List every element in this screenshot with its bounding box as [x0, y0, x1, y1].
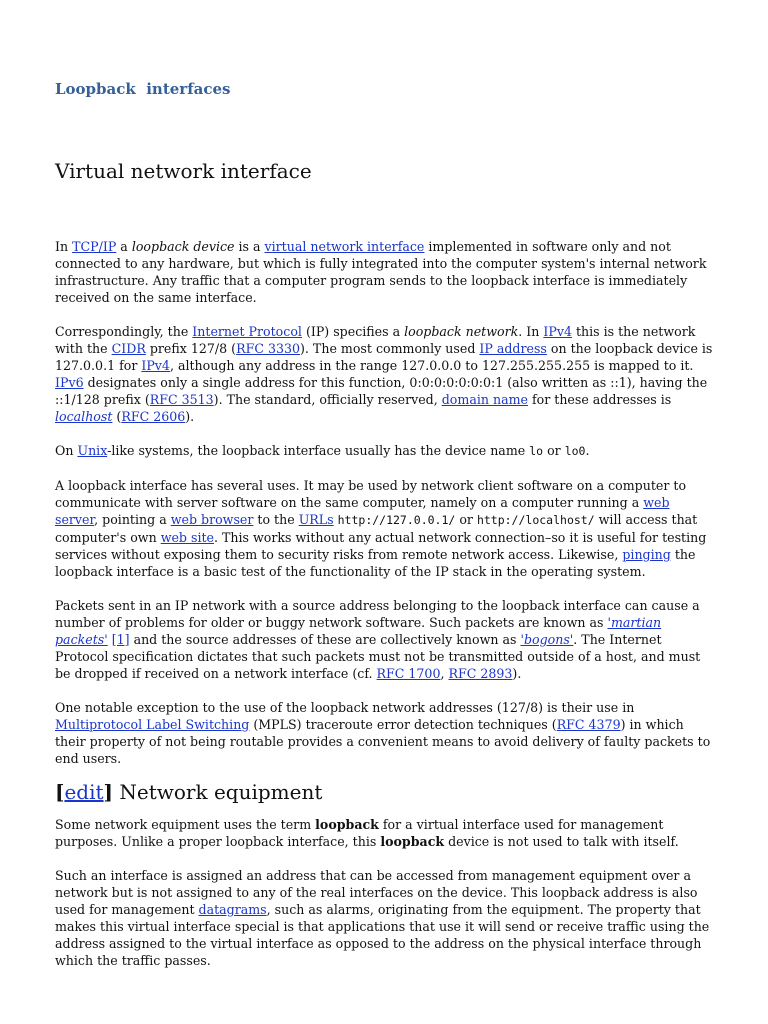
link-urls[interactable]: URLs: [298, 512, 334, 527]
link-ipv4-2[interactable]: IPv4: [141, 358, 170, 373]
link-web-site[interactable]: web site: [160, 530, 215, 545]
paragraph-uses: A loopback interface has several uses. It may be used by network client software on a computer to communicate with server software on the same computer, namely on a computer running a web server, pointing a web browser to the URLs http://127.0.0.1/ or http://localhost/ will access that computer's own web site. This works without any actual network connection–so it is useful for testing services without exposing them to security risks from remote network access. Likewise, pinging the loopback interface is a basic test of the functionality of the IP stack in the operating system.: [55, 478, 707, 579]
paragraph-martian: Packets sent in an IP network with a source address belonging to the loopback interface can cause a number of problems for older or buggy network software. Such packets are known as 'martian packets' [1] and the source addresses of these are collectively known as 'bogons'. The Internet Protocol specification dictates that such packets must not be transmitted outside of a host, and must be dropped if received on a network interface (cf. RFC 1700, RFC 2893).: [55, 598, 701, 681]
link-rfc-4379[interactable]: RFC 4379: [556, 717, 621, 732]
link-datagrams[interactable]: datagrams: [198, 902, 267, 917]
link-rfc-3513[interactable]: RFC 3513: [149, 392, 214, 407]
link-bogons[interactable]: 'bogons': [520, 632, 574, 647]
link-rfc-3330[interactable]: RFC 3330: [236, 341, 301, 356]
link-cidr[interactable]: CIDR: [111, 341, 146, 356]
link-reference-1[interactable]: [1]: [111, 632, 130, 647]
link-ipv6[interactable]: IPv6: [55, 375, 84, 390]
link-mpls[interactable]: Multiprotocol Label Switching: [55, 717, 250, 732]
paragraph-equipment: Some network equipment uses the term loopback for a virtual interface used for management purposes. Unlike a proper loopback interface, this loopback device is not used to talk with itself.: [55, 817, 679, 849]
page-title: Virtual network interface: [55, 159, 312, 183]
link-internet-protocol[interactable]: Internet Protocol: [192, 324, 302, 339]
paragraph-mpls: One notable exception to the use of the loopback network addresses (127/8) is their use in Multiprotocol Label Switching (MPLS) traceroute error detection techniques (RFC 4379) in which their property of not being routable provides a convenient means to avoid delivery of faulty packets to end users.: [55, 700, 711, 766]
link-domain-name[interactable]: domain name: [441, 392, 528, 407]
link-ip-address[interactable]: IP address: [479, 341, 547, 356]
edit-link[interactable]: edit: [64, 780, 104, 804]
link-unix[interactable]: Unix: [77, 443, 108, 458]
paragraph-ip: Correspondingly, the Internet Protocol (IP) specifies a loopback network. In IPv4 this is the network with the CIDR prefix 127/8 (RFC 3330). The most commonly used IP address on the loopback device is 127.0.0.1 for IPv4, although any address in the range 127.0.0.0 to 127.255.255.255 is mapped to it. IPv6 designates only a single address for this function, 0:0:0:0:0:0:0:1 (also written as ::1), having the ::1/128 prefix (RFC 3513). The standard, officially reserved, domain name for these addresses is localhost (RFC 2606).: [55, 324, 713, 424]
link-localhost[interactable]: localhost: [55, 409, 113, 424]
link-rfc-2893[interactable]: RFC 2893: [448, 666, 513, 681]
paragraph-management: Such an interface is assigned an address that can be accessed from management equipment over a network but is not assigned to any of the real interfaces on the device. This loopback address is also used for management datagrams, such as alarms, originating from the equipment. The property that makes this virtual interface special is that applications that use it will send or receive traffic using the address assigned to the virtual interface as opposed to the address on the physical interface through which the traffic passes.: [55, 868, 710, 968]
link-ipv4[interactable]: IPv4: [543, 324, 572, 339]
article-body: [55, 238, 715, 986]
section-network-equipment-heading: [edit] Network equipment: [55, 780, 323, 804]
link-rfc-2606[interactable]: RFC 2606: [121, 409, 186, 424]
paragraph-unix: On Unix-like systems, the loopback interface usually has the device name lo or lo0.: [55, 443, 590, 458]
section-heading: Loopback interfaces: [55, 80, 231, 98]
link-web-server[interactable]: web server: [55, 495, 670, 527]
link-pinging[interactable]: pinging: [622, 547, 671, 562]
link-martian-packets[interactable]: 'martian packets': [55, 615, 662, 647]
link-tcp-ip[interactable]: TCP/IP: [72, 239, 117, 254]
link-virtual-network-interface[interactable]: virtual network interface: [264, 239, 425, 254]
link-rfc-1700[interactable]: RFC 1700: [376, 666, 441, 681]
link-web-browser[interactable]: web browser: [170, 512, 254, 527]
paragraph-intro: In TCP/IP a loopback device is a virtual network interface implemented in software only and not connected to any hardware, but which is fully integrated into the computer system's internal network infrastructure. Any traffic that a computer program sends to the loopback interface is immediately received on the same interface.: [55, 239, 707, 305]
